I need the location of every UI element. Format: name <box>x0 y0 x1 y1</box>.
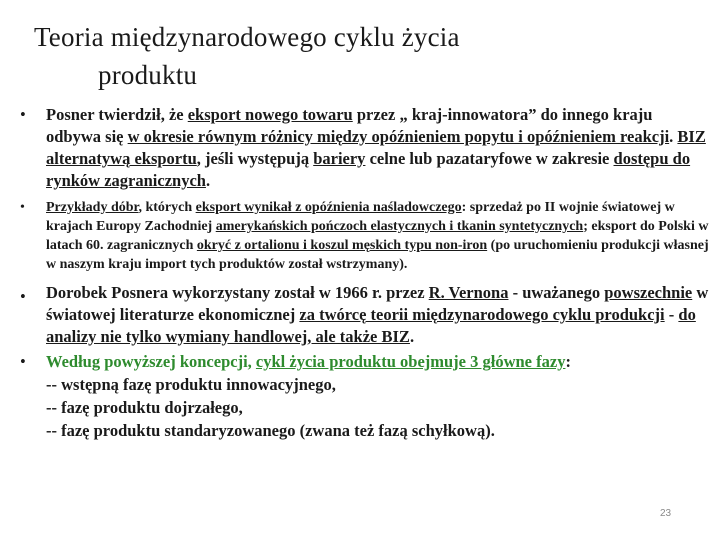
text-fragment: : <box>565 352 571 371</box>
bullet-posner-theory <box>12 104 710 192</box>
text-fragment: Posner twierdził, że <box>46 105 188 124</box>
underlined-phrase: bariery <box>313 149 366 168</box>
underlined-phrase: eksport wynikał z opóźnienia naśladowczego <box>195 200 462 215</box>
bullet-list <box>12 104 710 442</box>
bullet-dot: • <box>20 200 25 215</box>
title-line-1: Teoria międzynarodowego cyklu życia <box>34 22 460 52</box>
text-fragment: . <box>409 327 415 346</box>
text-fragment: ; eksport do Polski w latach 60. zagranicznych <box>46 219 709 253</box>
bullet-life-cycle-phases <box>12 350 710 442</box>
text-fragment: . <box>205 171 211 190</box>
slide-title <box>34 18 694 94</box>
text-fragment: , jeśli występują <box>196 149 314 168</box>
underlined-phrase: okryć z ortalionu i koszul męskich typu non-iron <box>196 238 488 253</box>
underlined-phrase: R. Vernona <box>428 283 509 302</box>
page-number: 23 <box>660 508 672 519</box>
text-fragment: w światowej literaturze ekonomicznej <box>46 283 709 324</box>
bullet-dot: • <box>20 287 26 306</box>
text-fragment: - <box>664 305 679 324</box>
underlined-phrase: do analizy nie tylko wymiany handlowej, ale także BIZ <box>46 305 696 346</box>
bullet-dot: • <box>20 105 26 124</box>
phase-2: -- fazę produktu dojrzałego, <box>46 398 243 417</box>
underlined-phrase: BIZ alternatywą eksportu <box>46 127 706 168</box>
underlined-phrase: powszechnie <box>604 283 693 302</box>
bullet-examples <box>12 198 710 274</box>
phase-1: -- wstępną fazę produktu innowacyjnego, <box>46 375 336 394</box>
underlined-phrase: za twórcę teorii międzynarodowego cyklu produkcji <box>299 305 665 324</box>
text-fragment: - uważanego <box>508 283 605 302</box>
text-fragment: (po uruchomieniu produkcji własnej w naszym kraju import tych produktów został wstrzymany). <box>46 238 709 272</box>
underlined-phrase: Przykłady dóbr <box>46 200 139 215</box>
green-phrase: Według powyższej koncepcji, <box>46 352 256 371</box>
bullet-dot: • <box>20 352 26 371</box>
underlined-phrase: w okresie równym różnicy między opóźnieniem popytu i opóźnieniem reakcji <box>127 127 670 146</box>
title-line-2: produktu <box>98 60 198 90</box>
text-fragment: celne lub pazataryfowe w zakresie <box>365 149 614 168</box>
bullet-vernon <box>12 282 710 348</box>
text-fragment: Dorobek Posnera wykorzystany został w 1966 r. przez <box>46 283 429 302</box>
phase-3: -- fazę produktu standaryzowanego (zwana też fazą schyłkową). <box>46 421 495 440</box>
text-fragment: , których <box>138 200 196 215</box>
underlined-phrase: amerykańskich pończoch elastycznych i tkanin syntetycznych <box>215 219 584 234</box>
underlined-phrase: dostępu do rynków zagranicznych <box>46 149 691 190</box>
underlined-phrase: eksport nowego towaru <box>187 105 353 124</box>
text-fragment: przez „ kraj-innowatora” do innego kraju odbywa się <box>46 105 653 146</box>
text-fragment: : sprzedaż po II wojnie światowej w krajach Europy Zachodniej <box>46 200 675 234</box>
green-underlined-phrase: cykl życia produktu obejmuje 3 główne fazy <box>255 352 566 371</box>
text-fragment: . <box>669 127 678 146</box>
